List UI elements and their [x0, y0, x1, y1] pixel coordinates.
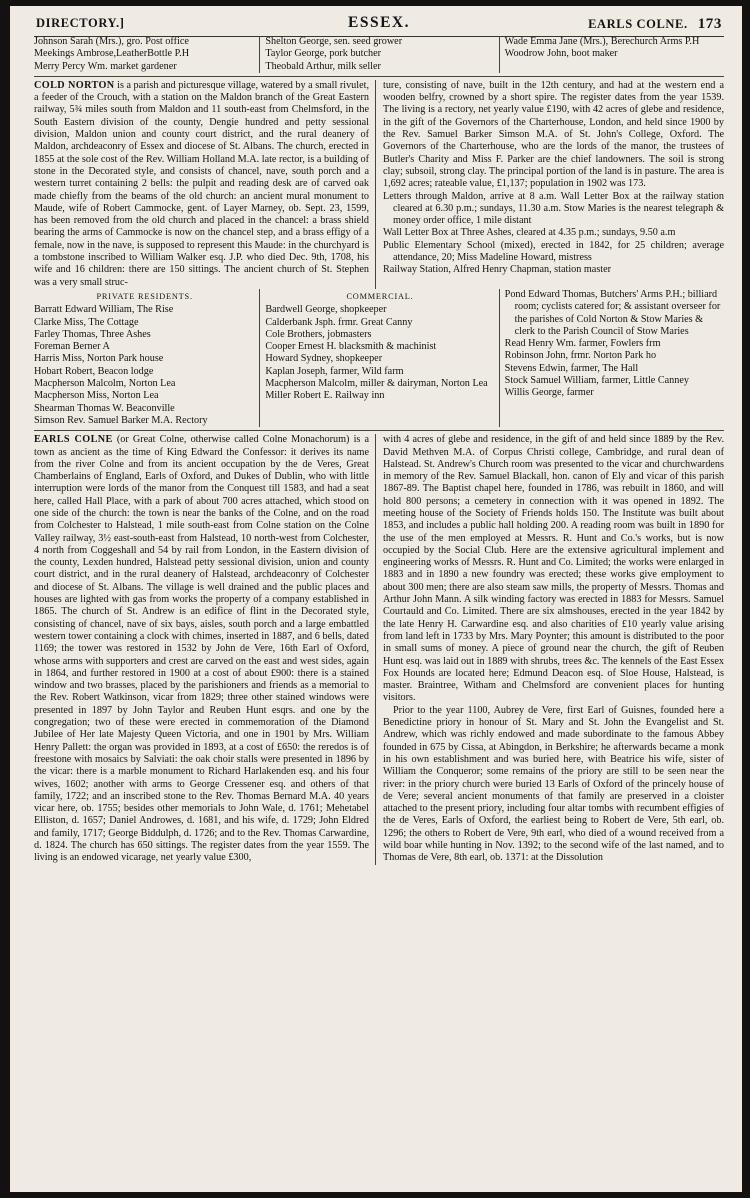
list-item: Wade Emma Jane (Mrs.), Berechurch Arms P.H	[504, 36, 700, 47]
cold-norton-residents	[34, 289, 724, 427]
list-item: Theobald Arthur, milk seller	[265, 60, 381, 72]
commercial-heading: COMMERCIAL.	[346, 291, 414, 301]
list-item: Kaplan Joseph, farmer, Wild farm	[265, 365, 404, 377]
postal-notice: Letters through Maldon, arrive at 8 a.m. Wall Letter Box at the railway station cleared at 6.30 p.m.; sundays, 11.30 a.m. Stow Maries is the nearest telegraph & money order office, 1 mile distant	[383, 190, 724, 227]
top-list-col-3	[499, 36, 724, 73]
list-item: Howard Sydney, shopkeeper	[265, 353, 383, 365]
list-item: Barratt Edward William, The Rise	[34, 304, 174, 316]
list-item: Miller Robert E. Railway inn	[265, 390, 385, 402]
list-item: Stock Samuel William, farmer, Little Canney	[504, 375, 689, 387]
cold-norton-text-right: ture, consisting of nave, built in the 12th century, and had at the western end a wooden belfry, crowned by a short spire. The register dates from the year 1539. The living is a rectory, net yearly value £190, with 42 acres of glebe and residence, in the gift of the Governors of the Charterhouse, London, and held since 1900 by the Rev. Samuel Barker Simson M.A. of St. John's College, Oxford. The Governors of the Charterhouse, who are the lords of the manor, the trustees of Butler's Charity and Miss F. Parker are the chief landowners. The soil is strong clay; subsoil, strong clay. The principal portion of the land is in pasture. The area is 1,692 acres; rateable value, £1,137; population in 1902 was 173.	[383, 79, 724, 190]
list-item: Clarke Miss, The Cottage	[34, 316, 139, 328]
top-list-col-2	[259, 36, 498, 73]
postal-notice: Wall Letter Box at Three Ashes, cleared at 4.35 p.m.; sundays, 9.50 a.m	[383, 227, 676, 239]
place-name: COLD NORTON	[34, 79, 115, 91]
list-item: Woodrow John, boot maker	[504, 48, 618, 60]
top-list	[34, 36, 724, 73]
list-item: Read Henry Wm. farmer, Fowlers frm	[504, 338, 661, 350]
commercial-list-continued	[499, 289, 724, 427]
earls-colne-col-left	[34, 434, 375, 864]
school-notice: Public Elementary School (mixed), erected in 1842, for 25 children; average attendance, 20; Miss Madeline Howard, mistress	[383, 239, 724, 264]
earls-colne-text-left: (or Great Colne, otherwise called Colne Monachorum) is a town as ancient as the time of King Edward the Confessor: it derives its name from the river Colne and from its ancient occupation by the de Veres, Great Chamberlains of England, Earls of Oxford, and Dukes of Dublin, who with little interruption were lords of the manor from the Conquest till 1583, and had a seat here, called Hall Place, with a park of about 700 acres attached, which stood on one side of the church: the town is near the banks of the Colne, and on the road from Colchester to Halstead, 1 mile south-east from Colne station on the Colne Valley railway, 3½ east-south-east from Halstead, 10 north-west from Colchester, 4 north from Coggeshall and 54 by rail from London, in the Eastern division of the county, Lexden hundred, Halstead petty sessional division, union and county court district, and in the rural deanery of Halstead, archdeaconry of Colchester and diocese of St. Albans. The village is well drained and the public places and houses are lighted with gas from works the property of a company established in 1865. The church of St. Andrew is an edifice of flint in the Decorated style, consisting of chancel, nave of six bays, aisles, south porch and a large embattled western tower containing a clock with chimes, inserted in 1887, and 6 bells, dated 1169; the tower was restored in 1532 by John de Vere, 16th Earl of Oxford, whose arms with supporters and crest are carved on the east and west sides, again in 1864, and further restored in 1900 at a cost of about £900: there is a stained window and two brasses, placed by the parishioners and friends as a memorial to the Rev. Robert Watkinson, vicar from 1829; three other stained windows were presented in 1897 by John Taylor and Reuben Hunt esqrs. and one by the congregation; two of these were erected in commemoration of the Diamond Jubilee of Her late Majesty Queen Victoria, and one in 1901 by Mrs. William Henry Pallett: the organ was provided in 1893, at a cost of £650: the reredos is of freestone with mosaics by Salviati: the oak choir stalls were presented in 1896 by the vicar: there is a marble monument to Richard Harlakenden esq. and his four wives, 1602; another with arms to George Cressener esq. and others of that family, 1722; and an inscribed stone to the Rev. Thomas Bernard M.A. 40 years vicar here, ob. 1755; besides other memorials to John Wale, d. 1761; Mehetabel Elliston, d. 1657; Daniel Androwes, d. 1681, and his wife, d. 1729; John Eldred and family, 1717; George Biddulph, d. 1726; and to the Rev. Thomas Carwardine, d. 1824. The church has 650 sittings. The register dates from the year 1559. The living is an endowed vicarage, net yearly value £300,	[34, 434, 369, 864]
divider	[34, 76, 724, 77]
list-item: Macpherson Malcolm, Norton Lea	[34, 378, 176, 390]
page-number: 173	[697, 16, 722, 32]
place-name: EARLS COLNE	[34, 434, 113, 446]
list-item: Stevens Edwin, farmer, The Hall	[504, 362, 639, 374]
list-item: Robinson John, frmr. Norton Park ho	[504, 350, 657, 362]
railway-notice: Railway Station, Alfred Henry Chapman, station master	[383, 264, 612, 276]
list-item: Macpherson Malcolm, miller & dairyman, Norton Lea	[265, 378, 488, 390]
earls-colne-article	[34, 434, 724, 864]
header-place	[588, 16, 722, 33]
list-item: Meekings Ambrose,LeatherBottle P.H	[34, 48, 190, 60]
list-item: Calderbank Jsph. frmr. Great Canny	[265, 316, 413, 328]
header-place-name: EARLS COLNE.	[588, 17, 688, 31]
divider	[34, 430, 724, 431]
list-item: Foreman Berner A	[34, 341, 110, 353]
list-item: Hobart Robert, Beacon lodge	[34, 365, 154, 377]
list-item: Merry Percy Wm. market gardener	[34, 60, 177, 72]
top-list-col-1	[34, 36, 259, 73]
list-item: Cole Brothers, jobmasters	[265, 328, 372, 340]
private-residents	[34, 289, 259, 427]
earls-colne-text-right: with 4 acres of glebe and residence, in the gift of and held since 1889 by the Rev. David Methven M.A. of Corpus Christi college, Cambridge, and rural dean of Halstead. St. Andrew's Church room was presented to the vicar and churchwardens in memory of the Rev. Samuel Blackall, hon. canon of Ely and vicar of this parish 1867-89. The Baptist chapel here, founded in 1786, was rebuilt in 1860, and will hold 800 persons; a cemetery in connection with it was opened in 1892. The meeting house of the Society of Friends holds 150. The Institute was built about 1853, and includes a public hall holding 200. A reading room was built in 1890 for the use of the men employed at Messrs. R. Hunt and Co.'s works, but is now occupied by the Social Club. Here are the extensive agricultural implement and engineering works of Messrs. R. Hunt and Co. Limited; the works were enlarged in 1883 and in 1890 a new foundry was erected; these works give employment to about 300 men; there are also steam saw mills, the property of Messrs. Thomas and Arthur John Mann. A silk winding factory was erected in 1883 for Messrs. Samuel Courtauld and Co. Limited. There are six almshouses, erected in the year 1842 by the late Henry H. Carwardine esq. and also charities of £10 yearly value arising from land left in 1733 by Mrs. Mary Poynter; this amount is distributed to the poor in small sums of money. A piece of ground near the church, the gift of Reuben Hunt esq. was laid out in 1889 with shrubs, trees &c. The kennels of the East Essex Fox Hounds are located here; Edmund Deacon esq. of Sloe House, Halstead, is master. Braintree, Witham and Chelmsford are convenient places for hunting visitors.	[383, 434, 724, 704]
page-content	[34, 36, 724, 865]
list-item: Simson Rev. Samuel Barker M.A. Rectory	[34, 414, 208, 426]
directory-page	[10, 6, 742, 1192]
cold-norton-text-left: is a parish and picturesque village, watered by a small rivulet, a feeder of the Crouch, with a station on the Maldon branch of the Great Eastern railway, 5¾ miles south from Maldon and 11 south-east from Chelmsford, in the South Eastern division of the county, Dengie hundred and petty sessional division, Maldon union and county court district, and the rural deanery of Maldon, archdeaconry of Essex and diocese of St. Albans. The church, erected in 1855 at the sole cost of the Rev. William Holland M.A. late rector, is a building of stone in the Decorated style, and consists of chancel, nave, south porch and a western turret containing 2 bells: the pulpit and reading desk are of carved oak made chiefly from the beams of the old church: an ancient mural monument to Maude, wife of Robert Cammocke, gent. of Layer Marney, ob. Sept. 23, 1599, has been removed from the old church and placed in the chancel: a brass shield bearing the arms of Cammocke is now on the chancel step, and a brass effigy of a female, now in the nave, is supposed to represent this Maude: in the churchyard is a tombstone inscribed to William Walker esq. J.P. who died Dec. 9th, 1708, his wife and 16 children: there are 150 sittings. The ancient church of St. Stephen was a very small struc-	[34, 79, 369, 288]
earls-colne-col-right	[375, 434, 724, 864]
commercial-list	[259, 289, 498, 427]
header-county: ESSEX.	[348, 14, 410, 31]
cold-norton-col-left	[34, 80, 375, 289]
list-item: Farley Thomas, Three Ashes	[34, 328, 151, 340]
list-item: Macpherson Miss, Norton Lea	[34, 390, 159, 402]
list-item: Pond Edward Thomas, Butchers' Arms P.H.; billiard room; cyclists catered for; & assistant overseer for the parishes of Cold Norton & Stow Maries & clerk to the Parish Council of Stow Maries	[504, 288, 721, 337]
earls-colne-description	[34, 434, 369, 864]
list-item: Bardwell George, shopkeeper	[265, 304, 387, 316]
cold-norton-col-right	[375, 80, 724, 289]
cold-norton-article	[34, 80, 724, 289]
list-item: Harris Miss, Norton Park house	[34, 353, 164, 365]
page-header	[34, 12, 724, 37]
cold-norton-description	[34, 80, 369, 289]
list-item: Taylor George, pork butcher	[265, 48, 381, 60]
earls-colne-priory-history: Prior to the year 1100, Aubrey de Vere, first Earl of Guisnes, founded here a Benedictine priory in honour of St. Mary and St. John the Evangelist and St. Andrew, which was richly endowed and made subordinate to the famous Abbey founded in 675 by Cissa, at Abingdon, in Berkshire; he afterwards became a monk in his own establishment and was buried here, with Beatrice his wife, sister of William the Conqueror; some remains of the priory are still to be seen near the river: in the priory church were buried 13 Earls of Oxford of the princely house of de Vere; several ancient monuments of that family are preserved in a cloister attached to the present priory, including four altar tombs with recumbent effigies of the de Veres, Earls of Oxford, the earliest being to Robert de Vere, 5th earl, ob. 1296; the others to Robert de Vere, 9th earl, who died of a wound received from a wild boar while hunting in Nov. 1392; to the second wife of the last named, and to Thomas de Vere, 8th earl, ob. 1371: at the Dissolution	[383, 704, 724, 864]
private-residents-heading: PRIVATE RESIDENTS.	[96, 291, 193, 301]
list-item: Willis George, farmer	[504, 387, 594, 399]
list-item: Shearman Thomas W. Beaconville	[34, 402, 175, 414]
list-item: Cooper Ernest H. blacksmith & machinist	[265, 341, 437, 353]
header-section: DIRECTORY.]	[36, 16, 125, 30]
list-item: Shelton George, sen. seed grower	[265, 36, 403, 47]
list-item: Johnson Sarah (Mrs.), gro. Post office	[34, 36, 189, 47]
